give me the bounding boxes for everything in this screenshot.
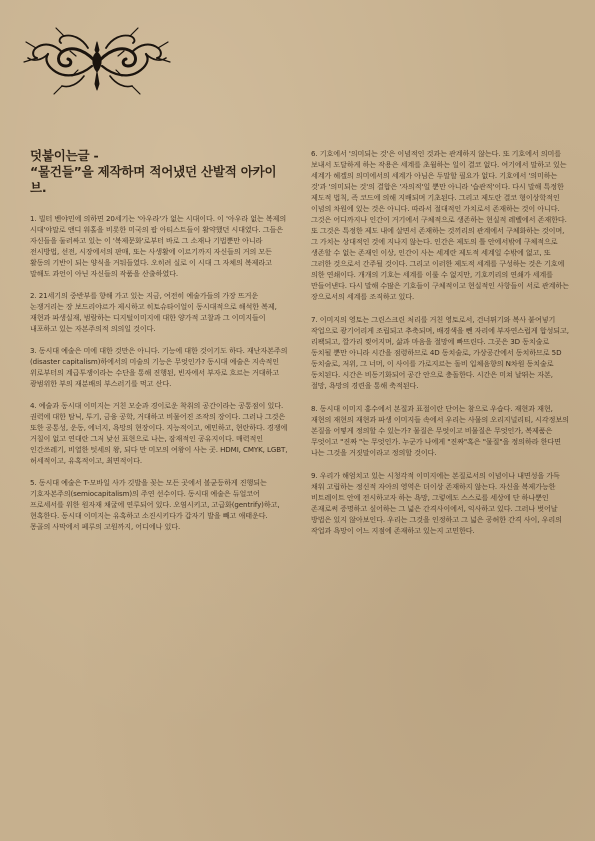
paragraph-9: 9. 우리가 해엄치고 있는 시청각적 이미지에는 본질로서의 이념이나 내면성을 가득 채워 고립하는 정신적 자아의 영역은 더이상 존재하지 않는다. 자신을 복제가능한 비트레이트 안에 전시하고자 하는 욕망, 그렇에도 스스로를 세상에 단 하나뿐인 존재로써 증명하고 싶어하는 그 넓은 간격사이에서, 익사하고 있다. 그러나 벗어날 방법은 있지 않아보인다. 우리는 그것을 인정하고 그 넓은 공허한 간격 사이, 우리의 작업과 욕망이 어느 지점에 존재하고 있는지 고민한다. bbox=[311, 471, 562, 535]
ornament-icon bbox=[22, 18, 172, 98]
paragraph-4: 4. 예술과 동시대 이미지는 거친 모순과 경이로운 착취의 공간이라는 공통점이 있다. 권력에 대한 탐닉, 투기, 금융 공학, 거대하고 비물어진 조작의 장이다. 그러나 그것은 또한 공통성, 운동, 에너지, 욕망의 현장이다. 지능적이고, 예민하고, 현란하다. 경쟁에 거칠이 없고 연대란 그저 낯선 표현으로 나는, 잠재적인 공유지이다. 매력적인 인간쓰레기, 비열한 텃세의 왕, 되다 만 미모의 여왕이 사는 곳. HDMI, CMYK, LGBT, 허세적이고, 유혹적이고, 최면적이다. bbox=[30, 401, 288, 465]
paragraph-8: 8. 동시대 이미지 홍수에서 본질과 표절이란 단어는 참으로 우습다. 재현과 재현, 재현의 재현의 재현과 파생 이미지들 속에서 우리는 사물의 오리지널리티, 시각정보의 본질을 어떻게 정의할 수 있는가? 물질은 무엇이고 비물질은 무엇인가, 복제품은 무엇이고 "진짜 "는 무엇인가. 누군가 나에게 "진짜"혹은 "물질"을 정의하라 한다면 나는 그것을 거짓말이라고 정의할 것이다. bbox=[311, 404, 569, 457]
paragraph-7: 7. 이미지의 영토는 그린스크린 처리를 거친 영토로서, 건너뛰기와 복사 붙여넣기 작업으로 광기어리게 조립되고 추축되며, 배경색을 뺀 자리에 부자연스럽게 합성되고, 리팩되고, 깔가리 찢어지며, 삶과 마음을 절망에 빠뜨린다. 그곳은 3D 동치술로 동치될 뿐만 아니라 시간을 점령하므로 4D 동치술로, 가상공간에서 동치하므로 5D 동치술로, 저위, 그 너머, 이 사이를 가로지르는 돌비 입체음향의 N차원 동치술로 동치된다. 시간은 비동기화되어 공간 안으로 충돌한다. 시간은 미쳐 날뛰는 자본, 절망, 욕망의 경련을 통해 축적된다. bbox=[311, 315, 569, 390]
paragraph-5: 5. 동시대 예술은 T-모바일 사가 깃발을 꽂는 모든 곳에서 볼균등하게 진행되는 기호자본주의(semiocapitalism)의 주연 선수이다. 동시대 예술은 듀얼코어 프로세서를 위한 원자재 채굴에 연루되어 있다. 오염시키고, 고급화(gentrify)하고, 현혹한다. 동시대 이미지는 유혹하고 소진시키다가 갑자기 발을 빼고 애태운다. 몽골의 사막에서 페루의 고원까지, 어디에나 있다. bbox=[30, 478, 280, 531]
title-line-1: 덧붙이는글 - bbox=[30, 148, 99, 163]
paragraph-3: 3. 동시대 예술은 미에 대한 것만은 아니다. 기능에 대한 것이기도 하다. 재난자본주의(disaster capitalism)하에서의 미술의 기능은 무엇인가? 동시대 예술은 지속적인 위로부터의 계급투쟁이라는 수단을 통해 진행된, 빈자에서 부자로 흐르는 거대하고 광범위한 부의 재분배의 부스러기를 먹고 산다. bbox=[30, 346, 288, 388]
page-title bbox=[30, 148, 288, 196]
paragraph-2: 2. 21세기의 중반부를 향해 가고 있는 지금, 여전히 예술가들의 가장 뜨거운 논쟁거리는 장 보드리야르가 제시하고 히토슈타이얼이 동시대적으로 해석한 복제, 재현과 파생실재, 범람하는 디지털이미지에 대한 양가적 고찰과 그 이미지들이 내포하고 있는 자본주의적 의의일 것이다. bbox=[30, 291, 277, 333]
paragraph-1: 1. 빌터 벤야민에 의하면 20세기는 '아우라'가 없는 시대이다. 이 '아우라 없는 복제의 시대'야말로 앤디 워홀을 비롯한 미국의 팝 아티스트들이 활약했던 시대였다. 그들은 자신들을 둘러싸고 있는 이 '복제문화'로부터 바로 그 소재나 기법뿐만 아니라 전시방법, 선전, 시장에서의 판매, 또는 사생활에 이르기까지 자신들의 거의 모든 활동의 기반이 되는 양식을 거둬들였다. 오히려 실로 이 시대 그 자체의 복제라고 말해도 과언이 아닌 자신들의 작품을 산출하였다. bbox=[30, 214, 287, 278]
paragraph-6: 6. 기호에서 '의미되는 것'은 이념적인 것과는 관계하지 않는다. 또 기호에서 의미를 보내서 도달하게 하는 작용은 세계를 초월하는 일이 결코 없다. 여기에서 말하고 있는 세계가 헤겔의 의미에서의 세계가 아님은 두말할 필요가 없다. 기호에서 '의미하는 것'과 '의미되는 것'의 결합은 '자의적'일 뿐만 아니라 '습관적'이다. 다시 말해 특정한 제도적 법칙, 즉 코드에 의해 지배되며 기초된다. 그리고 제도란 결코 형이상학적인 이념의 차원에 있는 것은 아니다. 따라서 절대적인 가치로서 존재하는 것이 아니다. 그것은 어디까지나 인간이 거기에서 구체적으로 생존하는 현실적 레벨에서 존재한다. 또 그것은 특정한 제도 내에 살면서 존재하는 것끼리의 관계에서 구체화하는 것이며, 그 가치는 상대적인 것에 지나지 않는다. 인간은 제도의 틀 안에서밖에 구체적으로 생존할 수 없는 존재인 이상, 인간이 사는 세계란 제도적 세계일 수밖에 없고, 또 그러한 것으로서 간주될 것이다. 그리고 이러한 제도적 세계를 구성하는 것은 기호에 의한 연쇄이다. 개개의 기호는 세계를 이룰 수 없지만, 기호끼리의 연쇄가 세계를 만들어낸다. 다시 말해 수많은 기호들이 구체적이고 현실적인 사항들이 서로 관계하는 장으로서의 세계를 조직하고 있다. bbox=[311, 149, 569, 301]
title-line-2: “물건들”을 제작하며 적어냈던 산발적 아카이브. bbox=[30, 164, 277, 195]
left-column bbox=[30, 148, 288, 543]
right-column bbox=[311, 148, 569, 548]
